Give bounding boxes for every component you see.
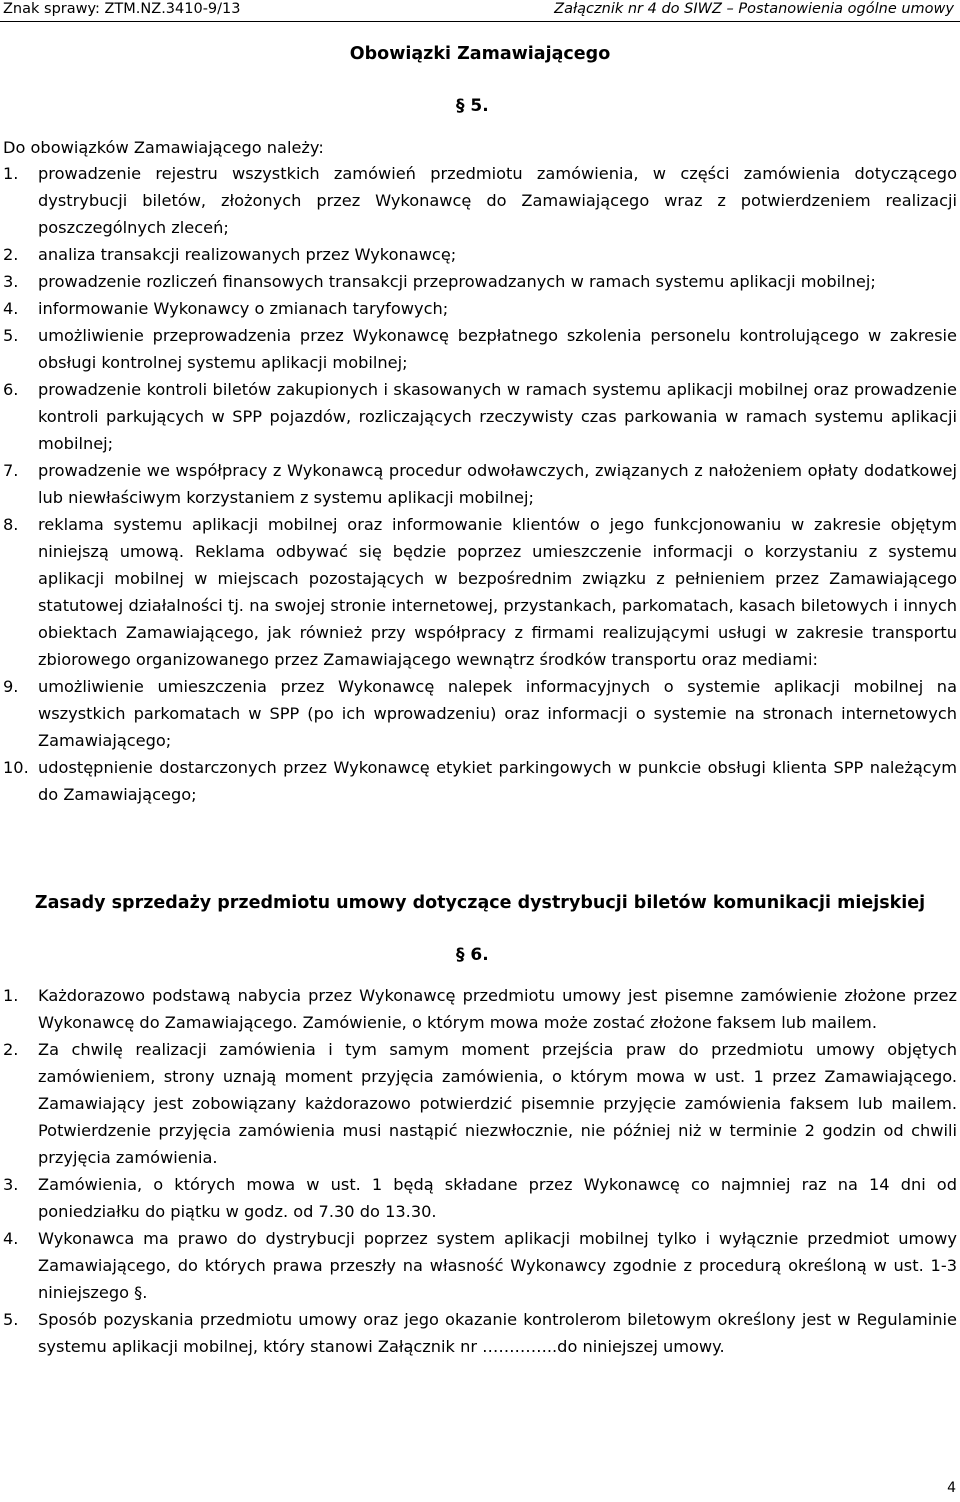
section6-title: Zasady sprzedaży przedmiotu umowy dotyczące dystrybucji biletów komunikacji miejskiej [34,893,926,913]
list-item-text: Za chwilę realizacji zamówienia i tym samym moment przejścia praw do przedmiotu umowy objętych zamówieniem, strony uznają moment przyjęcia zamówienia, o którym mowa w ust. 1 przez Zamawiającego. Zamawiający jest zobowiązany każdorazowo potwierdzić pisemnie przyjęcie zamówienia faksem lub mailem. Potwierdzenie przyjęcia zamówienia musi nastąpić niezwłocznie, nie później niż w terminie 2 godzin od chwili przyjęcia zamówienia. [38,1040,957,1167]
list-item-text: Sposób pozyskania przedmiotu umowy oraz jego okazanie kontrolerom biletowym określony jest w Regulaminie systemu aplikacji mobilnej, który stanowi Załącznik nr …………..do niniejszej umowy. [38,1310,957,1356]
list-item-text: umożliwienie umieszczenia przez Wykonawcę nalepek informacyjnych o systemie aplikacji mobilnej na wszystkich parkomatach w SPP (po ich wprowadzeniu) oraz informacji o systemie na stronach internetowych Zamawiającego; [38,677,957,750]
list-item-text: Zamówienia, o których mowa w ust. 1 będą składane przez Wykonawcę co najmniej raz na 14 dni od poniedziałku do piątku w godz. od 7.30 do 13.30. [38,1175,957,1221]
list-item-number: 5. [3,1310,19,1329]
attachment-label: Załącznik nr 4 do SIWZ – Postanowienia ogólne umowy [554,1,954,17]
list-item-text: prowadzenie we współpracy z Wykonawcą procedur odwoławczych, związanych z nałożeniem opłaty dodatkowej lub niewłaściwym korzystaniem z systemu aplikacji mobilnej; [38,461,957,507]
list-item [3,673,957,754]
list-item [3,754,957,808]
list-item-number: 4. [3,1229,19,1248]
list-item [3,295,957,322]
section5-list [3,160,957,808]
section5-paragraph: § 5. [456,96,489,116]
list-item [3,1171,957,1225]
list-item [3,376,957,457]
page-number: 4 [947,1480,956,1496]
list-item [3,322,957,376]
list-item-number: 6. [3,380,19,399]
list-item [3,160,957,241]
list-item [3,241,957,268]
list-item-number: 2. [3,1040,19,1059]
section6-list [3,982,957,1360]
list-item-number: 8. [3,515,19,534]
list-item-number: 1. [3,164,19,183]
header-rule [0,21,960,22]
case-reference: Znak sprawy: ZTM.NZ.3410-9/13 [3,1,241,17]
list-item-number: 1. [3,986,19,1005]
list-item-text: umożliwienie przeprowadzenia przez Wykonawcę bezpłatnego szkolenia personelu kontrolującego w zakresie obsługi kontrolnej systemu aplikacji mobilnej; [38,326,957,372]
list-item-text: Każdorazowo podstawą nabycia przez Wykonawcę przedmiotu umowy jest pisemne zamówienie złożone przez Wykonawcę do Zamawiającego. Zamówienie, o którym mowa może zostać złożone faksem lub mailem. [38,986,957,1032]
page-header [0,0,960,22]
list-item [3,1225,957,1306]
list-item-text: udostępnienie dostarczonych przez Wykonawcę etykiet parkingowych w punkcie obsługi klienta SPP należącym do Zamawiającego; [38,758,957,804]
list-item-number: 10. [3,758,29,777]
list-item-text: prowadzenie rejestru wszystkich zamówień przedmiotu zamówienia, w części zamówienia dotyczącego dystrybucji biletów, złożonych przez Wykonawcę do Zamawiającego wraz z potwierdzeniem realizacji poszczególnych zleceń; [38,164,957,237]
list-item-number: 3. [3,1175,19,1194]
list-item [3,982,957,1036]
list-item-number: 4. [3,299,19,318]
list-item-text: prowadzenie rozliczeń finansowych transakcji przeprowadzanych w ramach systemu aplikacji mobilnej; [38,272,876,291]
list-item-text: Wykonawca ma prawo do dystrybucji poprzez system aplikacji mobilnej tylko i wyłącznie przedmiot umowy Zamawiającego, do których prawa przeszły na własność Wykonawcy zgodnie z procedurą określoną w ust. 1-3 niniejszego §. [38,1229,957,1302]
list-item-number: 3. [3,272,19,291]
list-item-text: reklama systemu aplikacji mobilnej oraz informowanie klientów o jego funkcjonowaniu w zakresie objętym niniejszą umową. Reklama odbywać się będzie poprzez umieszczenie informacji o korzystaniu z systemu aplikacji mobilnej w miejscach pozostających w bezpośrednim związku z pełnieniem przez Zamawiającego statutowej działalności tj. na swojej stronie internetowej, przystankach, parkomatach, kasach biletowych i innych obiektach Zamawiającego, jak również przy współpracy z firmami realizującymi usługi w zakresie transportu zbiorowego organizowanego przez Zamawiającego wewnątrz środków transportu oraz mediami: [38,515,957,669]
list-item-text: prowadzenie kontroli biletów zakupionych i skasowanych w ramach systemu aplikacji mobilnej oraz prowadzenie kontroli parkujących w SPP pojazdów, rozliczających rzeczywisty czas parkowania w ramach systemu aplikacji mobilnej; [38,380,957,453]
list-item [3,268,957,295]
list-item-number: 2. [3,245,19,264]
list-item-text: informowanie Wykonawcy o zmianach taryfowych; [38,299,449,318]
list-item [3,511,957,673]
list-item-number: 7. [3,461,19,480]
list-item-text: analiza transakcji realizowanych przez Wykonawcę; [38,245,457,264]
list-item-number: 5. [3,326,19,345]
list-item-number: 9. [3,677,19,696]
list-item [3,457,957,511]
section5-intro: Do obowiązków Zamawiającego należy: [3,138,324,157]
list-item [3,1036,957,1171]
list-item [3,1306,957,1360]
section6-paragraph: § 6. [456,945,489,965]
section5-title: Obowiązki Zamawiającego [349,44,611,64]
